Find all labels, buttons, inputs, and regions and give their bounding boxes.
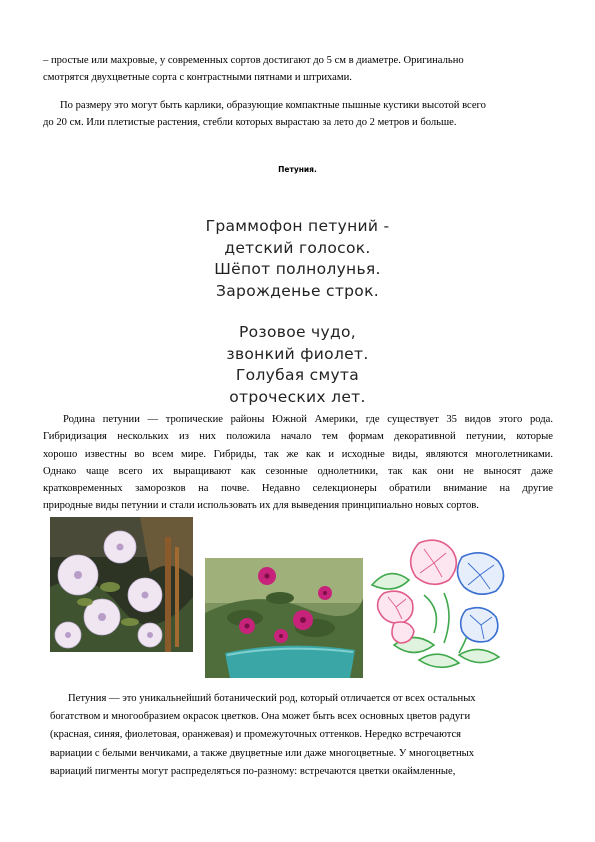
text-line: до 20 см. Или плетистые растения, стебли которых вырастаю за лето до 2 метров и больше.	[43, 117, 457, 128]
text-line: вариаций пигменты могут распределяться по-разному: встречаются цветки окаймленные,	[50, 765, 456, 777]
text-line: Петуния — это уникальнейший ботанический род, который отличается от всех остальных	[68, 693, 476, 704]
unique-paragraph	[50, 690, 555, 781]
pink-petunias-pot-photo	[205, 558, 363, 678]
petunia-drawing	[364, 535, 524, 675]
poem-stanza-2	[150, 322, 445, 408]
text-line: Родина петунии — тропические районы Южной Америки, где существует 35 видов этого рода.	[63, 414, 553, 425]
top-paragraph	[43, 52, 553, 86]
size-paragraph	[43, 97, 553, 131]
text-line: По размеру это могут быть карлики, образующие компактные пышные кустики высотой всего	[60, 100, 486, 111]
poem-line: Розовое чудо,	[239, 323, 356, 341]
poem-line: детский голосок.	[224, 238, 371, 257]
text-line: богатством и многообразием окрасок цветков. Она может быть всех основных цветов радуги	[50, 711, 471, 723]
poem-line: Шёпот полнолунья.	[214, 260, 381, 278]
text-line: смотрятся двухцветные сорта с контрастными пятнами и штрихами.	[43, 72, 352, 83]
poem-line: звонкий фиолет.	[226, 344, 369, 363]
text-line: хорошо известны во всем мире. Гибриды, так же как и исходные виды, являются многолетниками.	[43, 448, 553, 460]
text-line: вариации с белыми венчиками, а также двуцветные или даже многоцветные. У многоцветных	[50, 747, 475, 759]
origin-paragraph	[43, 411, 553, 515]
white-petunias-photo	[50, 517, 193, 652]
text-line: природные виды петунии и стали использовать их для выведения принципиально новых сортов.	[43, 500, 479, 512]
poem-line: Зарожденье строк.	[216, 281, 379, 300]
text-line: – простые или махровые, у современных сортов достигают до 5 см в диаметре. Оригинально	[43, 55, 464, 66]
poem-stanza-1	[150, 216, 445, 302]
poem-line: Граммофон петуний -	[205, 217, 390, 235]
poem-line: Голубая смута	[235, 366, 360, 384]
text-line: Однако чаще всего их выращивают как сезонные однолетники, так как они не выносят даже	[43, 465, 553, 477]
text-line: кратковременных заморозков на почве. Недавно селекционеры обратили внимание на другие	[43, 483, 553, 495]
text-line: Гибридизация нескольких из них положила начало тем формам декоративной петунии, которые	[43, 431, 553, 443]
caption: Петуния.	[278, 165, 317, 174]
poem-line: отроческих лет.	[229, 387, 366, 406]
text-line: (красная, синяя, фиолетовая, оранжевая) и промежуточных оттенков. Нередко встречаются	[50, 729, 462, 741]
